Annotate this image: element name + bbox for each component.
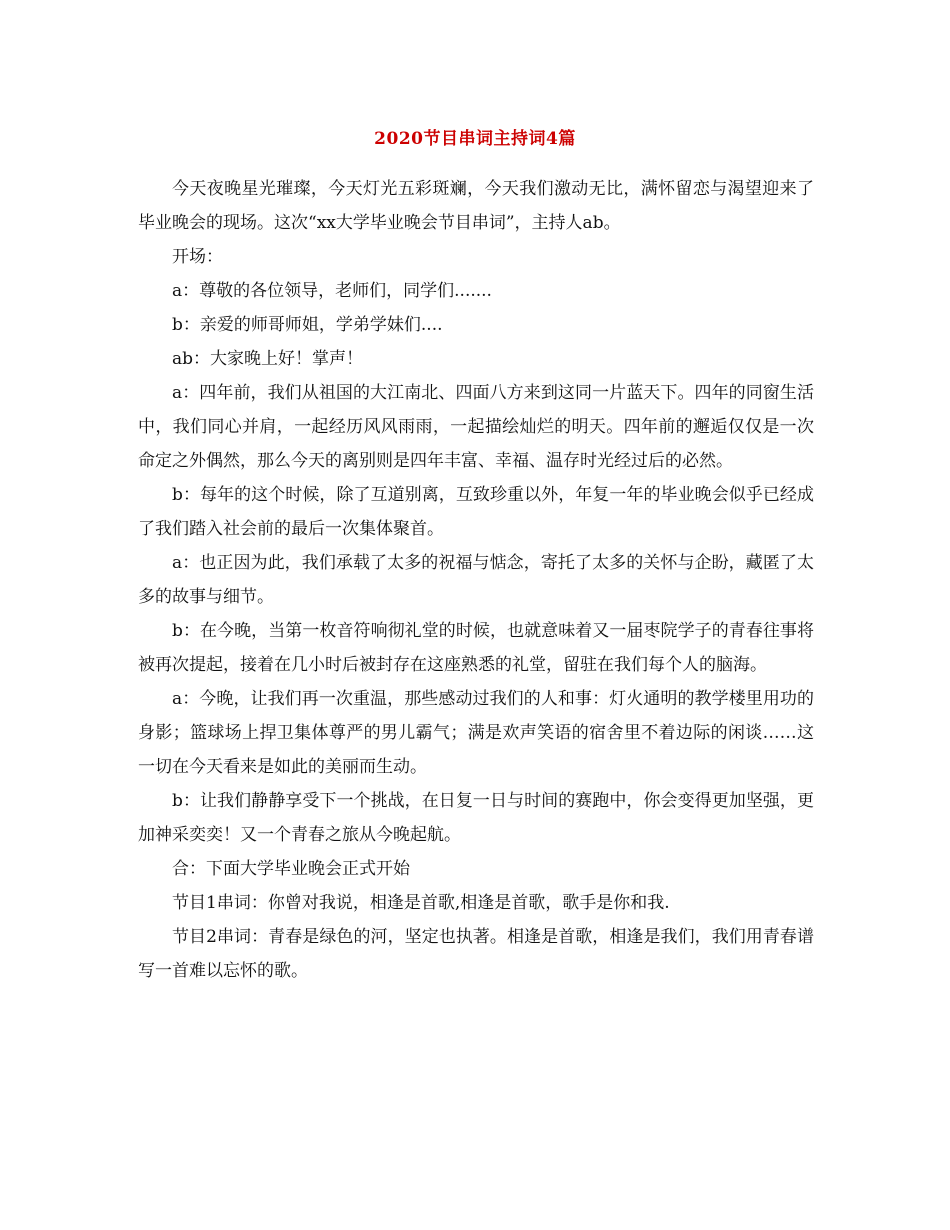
paragraph-program-1: 节目1串词：你曾对我说，相逢是首歌,相逢是首歌，歌手是你和我. bbox=[172, 893, 670, 913]
paragraph-a-greeting: a：尊敬的各位领导，老师们，同学们....... bbox=[172, 281, 492, 301]
document-title: 2020节目串词主持词4篇 bbox=[374, 129, 576, 149]
paragraph-ab-greeting: ab：大家晚上好！掌声！ bbox=[172, 349, 364, 369]
paragraph-opening-label: 开场： bbox=[172, 247, 223, 267]
paragraph-b-tonight: b：在今晚，当第一枚音符响彻礼堂的时候，也就意味着又一届枣院学子的青春往事将被再次提起，接着在几小时后被封存在这座熟悉的礼堂，留驻在我们每个人的脑海。 bbox=[138, 621, 814, 675]
paragraph-together-start: 合：下面大学毕业晚会正式开始 bbox=[172, 859, 410, 879]
document-body bbox=[138, 172, 814, 988]
paragraph-b-greeting: b：亲爱的师哥师姐，学弟学妹们.... bbox=[172, 315, 443, 335]
paragraph-intro: 今天夜晚星光璀璨，今天灯光五彩斑斓，今天我们激动无比，满怀留恋与渴望迎来了毕业晚会的现场。这次“xx大学毕业晚会节目串词”，主持人ab。 bbox=[138, 179, 814, 233]
paragraph-a-four-years: a：四年前，我们从祖国的大江南北、四面八方来到这同一片蓝天下。四年的同窗生活中，我们同心并肩，一起经历风风雨雨，一起描绘灿烂的明天。四年前的邂逅仅仅是一次命定之外偶然，那么今天的离别则是四年丰富、幸福、温存时光经过后的必然。 bbox=[138, 383, 814, 471]
paragraph-a-blessings: a：也正因为此，我们承载了太多的祝福与惦念，寄托了太多的关怀与企盼，藏匿了太多的故事与细节。 bbox=[138, 553, 814, 607]
paragraph-b-challenge: b：让我们静静享受下一个挑战，在日复一日与时间的赛跑中，你会变得更加坚强，更加神采奕奕！又一个青春之旅从今晚起航。 bbox=[138, 791, 814, 845]
paragraph-b-every-year: b：每年的这个时候，除了互道别离，互致珍重以外，年复一年的毕业晚会似乎已经成了我们踏入社会前的最后一次集体聚首。 bbox=[138, 485, 814, 539]
paragraph-program-2: 节目2串词：青春是绿色的河，坚定也执著。相逢是首歌，相逢是我们，我们用青春谱写一首难以忘怀的歌。 bbox=[138, 927, 814, 981]
paragraph-a-memories: a：今晚，让我们再一次重温，那些感动过我们的人和事：灯火通明的教学楼里用功的身影；篮球场上捍卫集体尊严的男儿霸气；满是欢声笑语的宿舍里不着边际的闲谈……这一切在今天看来是如此的美丽而生动。 bbox=[138, 689, 814, 777]
